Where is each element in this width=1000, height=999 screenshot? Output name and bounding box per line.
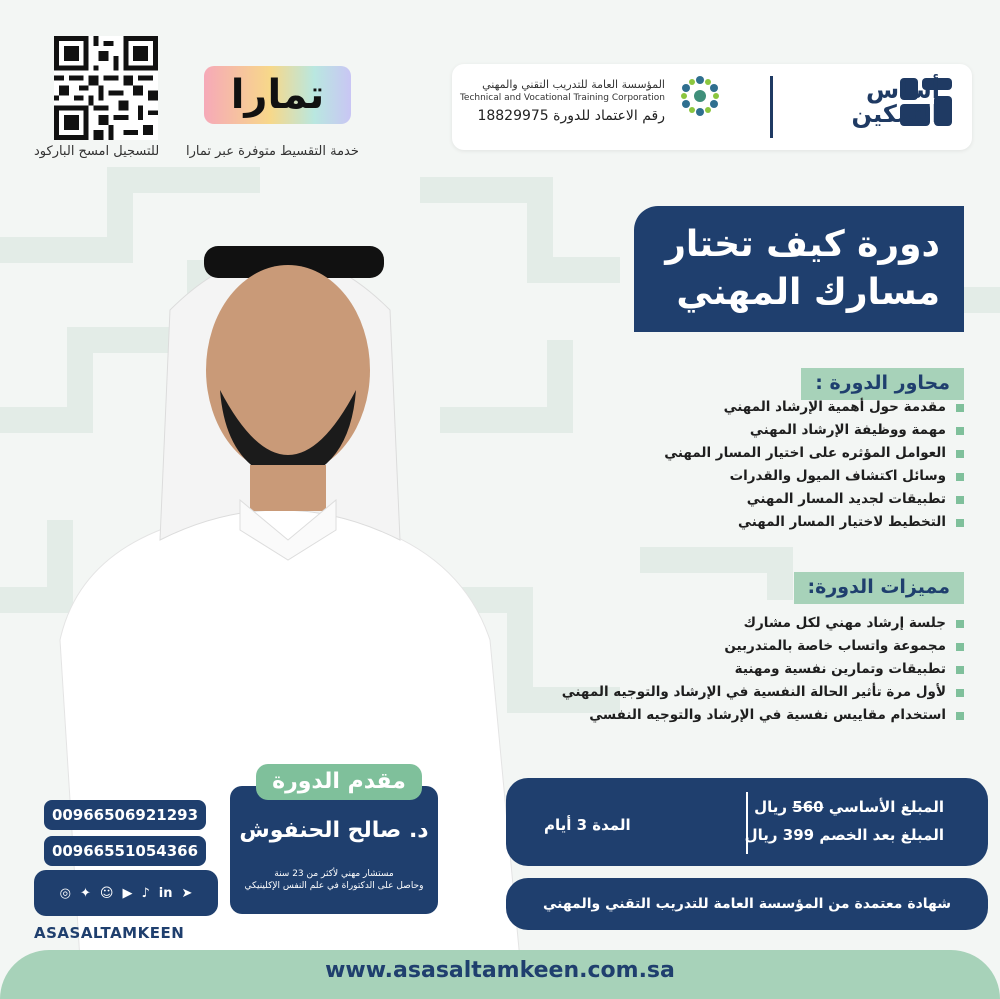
list-item: مهمة ووظيفة الإرشاد المهني bbox=[664, 419, 964, 442]
list-item: مجموعة واتساب خاصة بالمتدربين bbox=[562, 635, 964, 658]
youtube-icon[interactable]: ▶ bbox=[122, 885, 133, 901]
base-price bbox=[754, 798, 944, 816]
social-handle: ASASALTAMKEEN bbox=[34, 924, 185, 942]
list-item: لأول مرة تأثير الحالة النفسية في الإرشاد والتوجيه المهني bbox=[562, 681, 964, 704]
list-item: مقدمة حول أهمية الإرشاد المهني bbox=[664, 396, 964, 419]
presenter-name: د. صالح الحنفوش bbox=[239, 818, 429, 843]
website-link[interactable]: www.asasaltamkeen.com.sa bbox=[325, 958, 675, 983]
features-heading: مميزات الدورة: bbox=[794, 572, 964, 604]
accreditation-number: رقم الاعتماد للدورة 18829975 bbox=[477, 108, 665, 124]
base-price-label: المبلغ الأساسي bbox=[828, 798, 944, 816]
list-item: تطبيقات وتمارين نفسية ومهنية bbox=[562, 658, 964, 681]
tamara-logo[interactable]: تمارا bbox=[204, 66, 351, 124]
topics-heading: محاور الدورة : bbox=[801, 368, 964, 400]
topics-list bbox=[664, 396, 964, 534]
brand-name-line1: أساس bbox=[866, 76, 940, 104]
course-title bbox=[634, 206, 964, 332]
qr-caption: للتسجيل امسح الباركود bbox=[34, 144, 160, 159]
course-title-line1: دورة كيف تختار bbox=[665, 224, 940, 265]
discount-price-value: 399 bbox=[782, 826, 815, 844]
discount-price-label: المبلغ بعد الخصم bbox=[819, 826, 944, 844]
presenter-desc-line2: وحاصل على الدكتوراة في علم النفس الإكلينيكي bbox=[244, 881, 424, 891]
header-divider bbox=[770, 76, 773, 138]
presenter-desc-line1: مستشار مهني لأكثر من 23 سنة bbox=[274, 869, 394, 879]
snapchat-icon[interactable]: ☺ bbox=[99, 885, 114, 901]
presenter-tag: مقدم الدورة bbox=[256, 764, 422, 800]
brand-name-line2: التمكين bbox=[851, 100, 940, 128]
course-title-line2: مسارك المهني bbox=[676, 272, 940, 313]
presenter-description bbox=[236, 868, 432, 892]
tamara-caption: خدمة التقسيط متوفرة عبر تمارا bbox=[186, 144, 359, 159]
tvtc-name-ar: المؤسسة العامة للتدريب التقني والمهني bbox=[482, 78, 665, 91]
phone-number-2[interactable]: 00966551054366 bbox=[44, 836, 206, 866]
presenter-card bbox=[230, 786, 438, 914]
phone-number-1[interactable]: 00966506921293 bbox=[44, 800, 206, 830]
brand-name bbox=[852, 78, 940, 126]
features-list bbox=[562, 612, 964, 727]
linkedin-icon[interactable]: in bbox=[158, 885, 173, 901]
pricing-divider bbox=[746, 792, 748, 854]
list-item: جلسة إرشاد مهني لكل مشارك bbox=[562, 612, 964, 635]
list-item: العوامل المؤثره على اختيار المسار المهني bbox=[664, 442, 964, 465]
base-price-value: 560 bbox=[792, 798, 824, 816]
tiktok-icon[interactable]: ♪ bbox=[141, 885, 150, 901]
qr-code[interactable] bbox=[54, 36, 158, 140]
list-item: وسائل اكتشاف الميول والقدرات bbox=[664, 465, 964, 488]
tvtc-logo-icon bbox=[672, 68, 728, 128]
instagram-icon[interactable]: ◎ bbox=[59, 885, 71, 901]
discount-price bbox=[745, 826, 944, 844]
list-item: استخدام مقاييس نفسية في الإرشاد والتوجيه النفسي bbox=[562, 704, 964, 727]
list-item: تطبيقات لجديد المسار المهني bbox=[664, 488, 964, 511]
telegram-icon[interactable]: ➤ bbox=[181, 885, 193, 901]
discount-price-currency: ريال bbox=[744, 826, 778, 844]
base-price-currency: ريال bbox=[754, 798, 788, 816]
list-item: التخطيط لاختيار المسار المهني bbox=[664, 511, 964, 534]
certificate-banner: شهادة معتمدة من المؤسسة العامة للتدريب التقني والمهني bbox=[506, 878, 988, 930]
social-icons-bar bbox=[34, 870, 218, 916]
tvtc-name-en: Technical and Vocational Training Corporation bbox=[459, 93, 665, 103]
course-duration: المدة 3 أيام bbox=[544, 816, 631, 834]
twitter-icon[interactable]: ✦ bbox=[79, 885, 91, 901]
